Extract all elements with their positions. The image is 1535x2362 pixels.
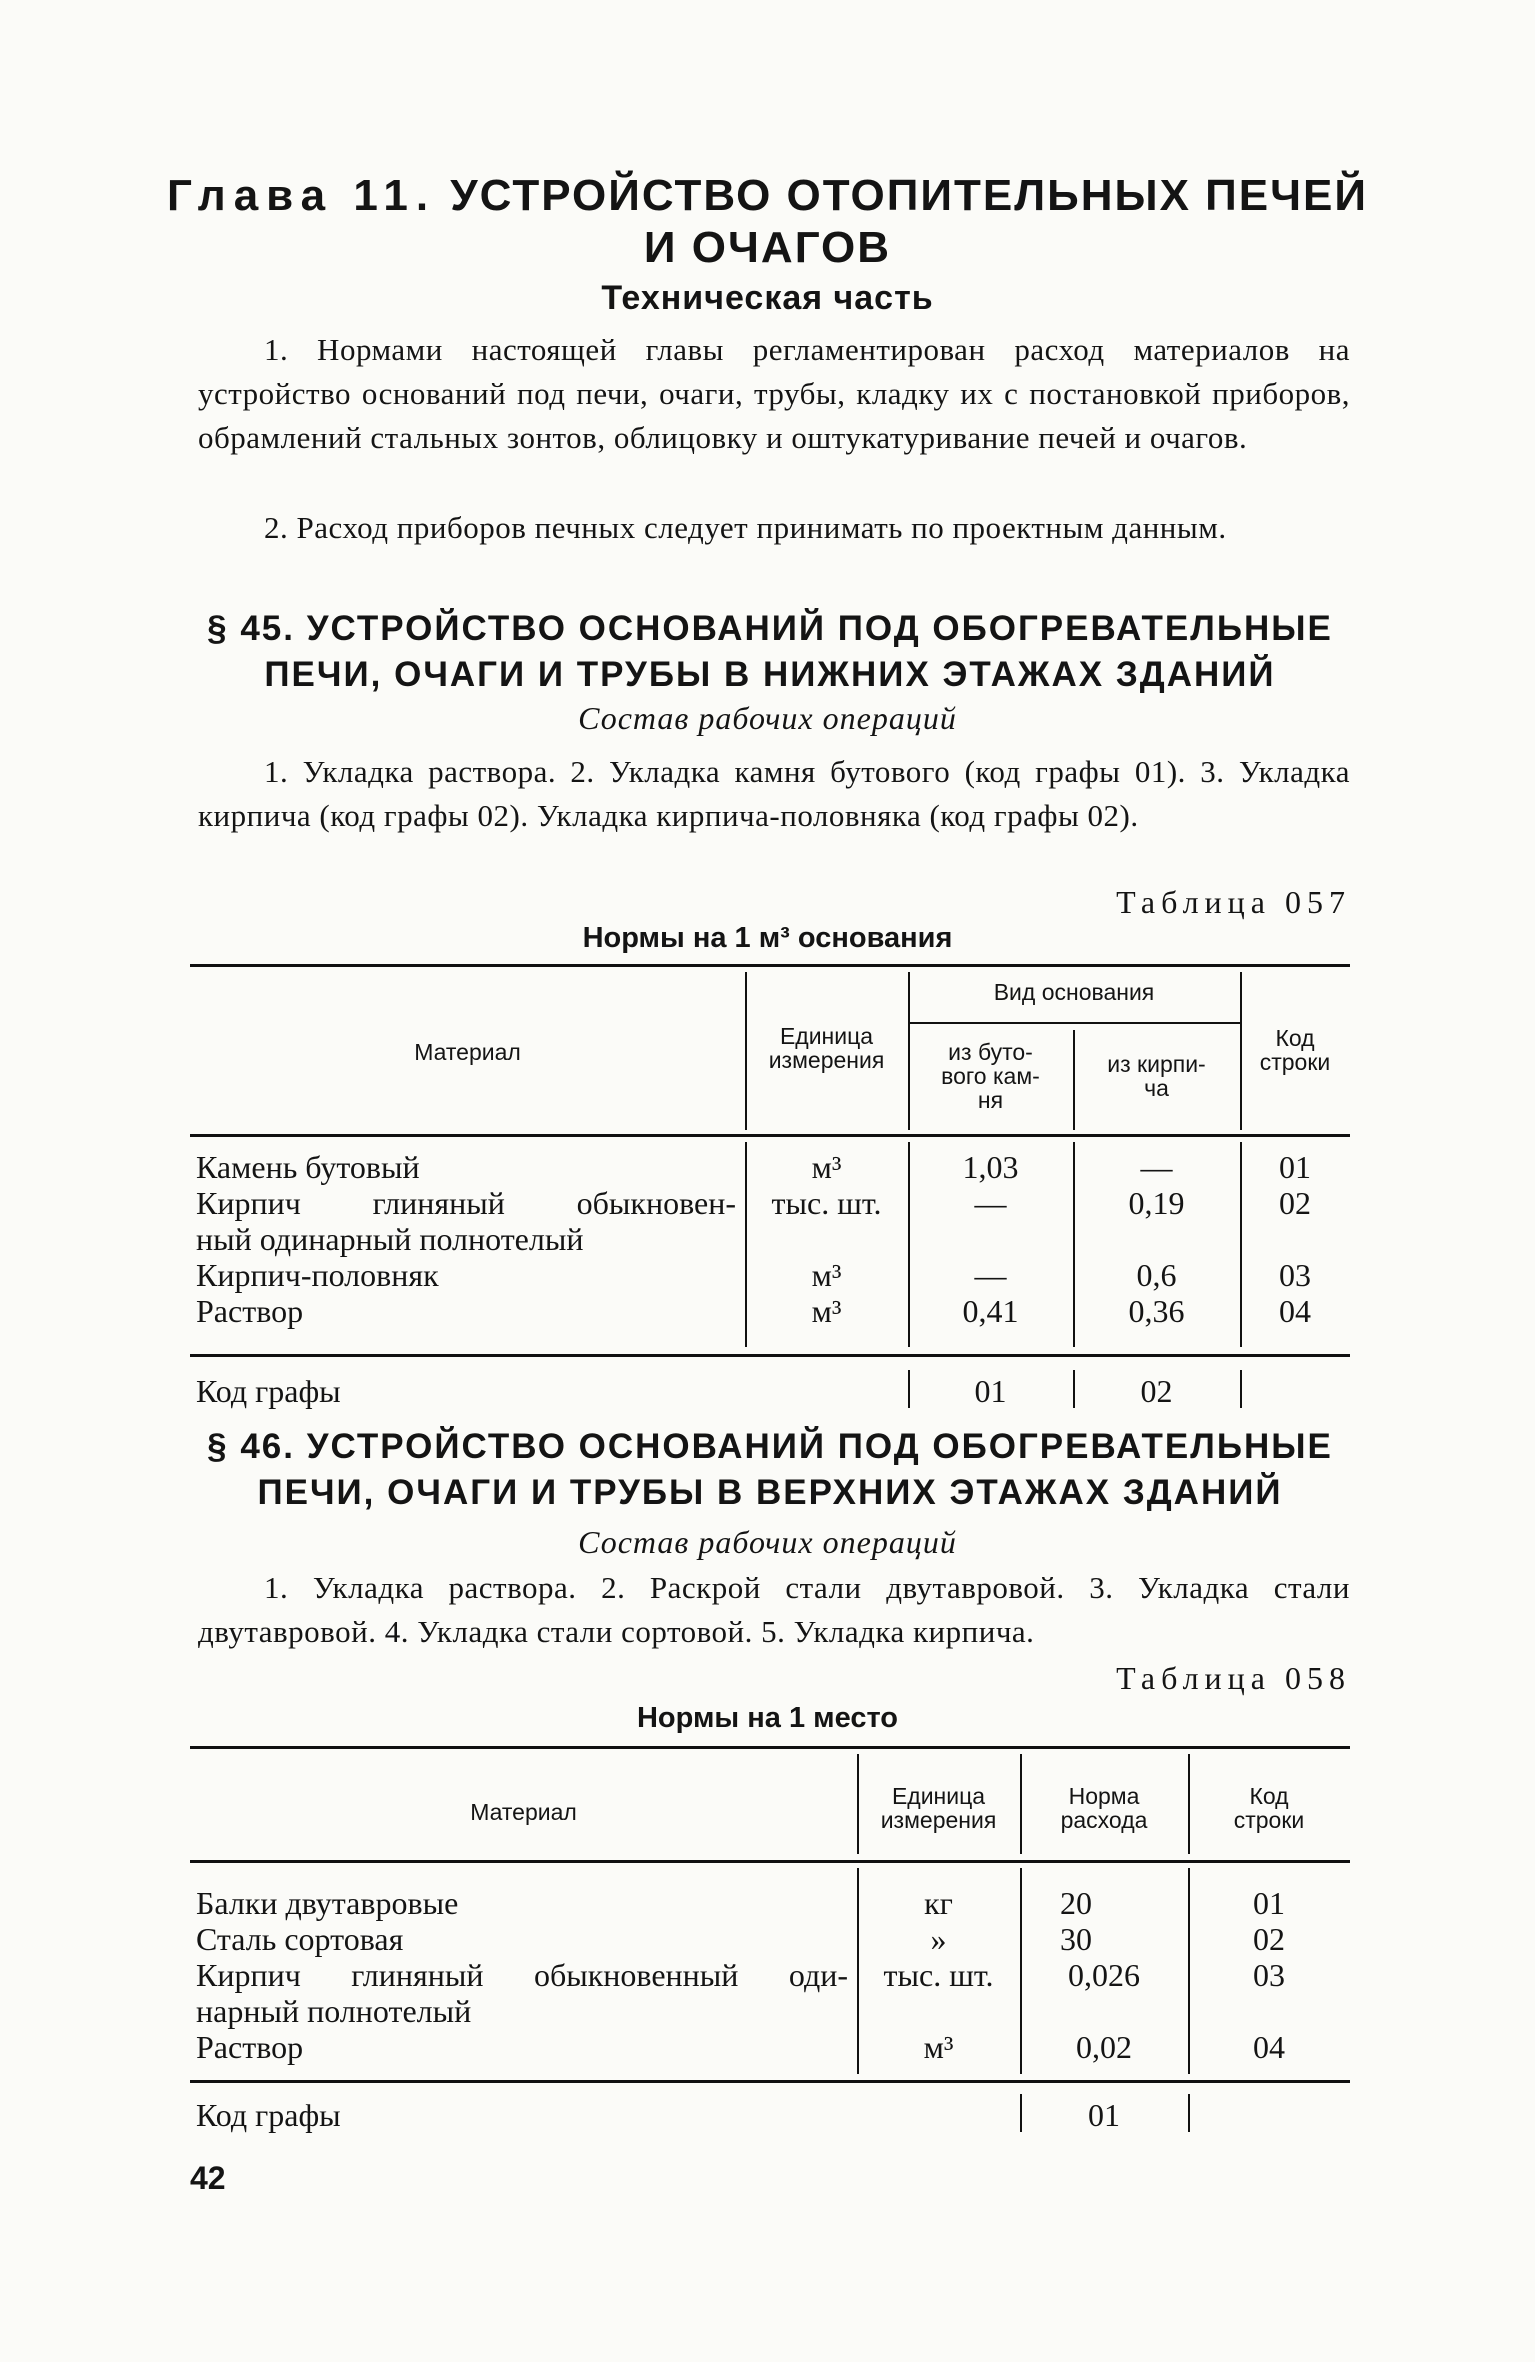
row-rubble: — bbox=[974, 1257, 1007, 1293]
section45-ops-text: 1. Укладка раствора. 2. Укладка камня бутового (код графы 01). 3. Укладка кирпича (код графы 02). Укладка кирпича-половняка (код графы 02). bbox=[198, 754, 1350, 833]
chapter-prefix: Глава 11. bbox=[166, 171, 437, 220]
row-code: 01 bbox=[1253, 1885, 1285, 1921]
row-rubble: 0,41 bbox=[962, 1293, 1019, 1329]
row-material: Раствор bbox=[196, 2029, 304, 2065]
header-rubble-line: ня bbox=[977, 1087, 1004, 1113]
footer-label: Код графы bbox=[196, 2097, 341, 2133]
header-norm-line: Норма bbox=[1068, 1783, 1140, 1809]
header-code-line: строки bbox=[1233, 1807, 1305, 1833]
header-brick-line: ча bbox=[1144, 1075, 1169, 1101]
header-rubble-line: из буто- bbox=[948, 1039, 1033, 1065]
row-unit: кг bbox=[924, 1885, 953, 1921]
technical-item-2: 2. Расход приборов печных следует принимать по проектным данным. bbox=[264, 510, 1227, 545]
row-norm: 20 bbox=[1060, 1885, 1092, 1921]
footer-col1: 01 bbox=[1088, 2097, 1120, 2133]
row-unit: тыс. шт. bbox=[771, 1185, 882, 1221]
table-058-norms-title: Нормы на 1 место bbox=[636, 1702, 898, 1734]
table-rule bbox=[1240, 1370, 1242, 1408]
table-rule bbox=[190, 1354, 1350, 1357]
row-code: 04 bbox=[1279, 1293, 1311, 1329]
row-material: Кирпич-половняк bbox=[196, 1257, 439, 1293]
header-code bbox=[1188, 1784, 1350, 1832]
header-base-type: Вид основания bbox=[993, 979, 1155, 1005]
section45-title-line2: ПЕЧИ, ОЧАГИ И ТРУБЫ В НИЖНИХ ЭТАЖАХ ЗДАНИЙ bbox=[264, 655, 1276, 694]
row-brick: 0,36 bbox=[1128, 1293, 1185, 1329]
header-norm bbox=[1020, 1784, 1188, 1832]
row-rubble: — bbox=[974, 1185, 1007, 1221]
section45-ops-title: Состав рабочих операций bbox=[578, 700, 957, 736]
section46-title-line2: ПЕЧИ, ОЧАГИ И ТРУБЫ В ВЕРХНИХ ЭТАЖАХ ЗДАНИЙ bbox=[257, 1473, 1283, 1512]
table-rule bbox=[1188, 2094, 1190, 2132]
row-material-cont: ный одинарный полнотелый bbox=[196, 1221, 584, 1257]
row-brick: — bbox=[1140, 1149, 1173, 1185]
row-norm: 30 bbox=[1060, 1921, 1092, 1957]
row-brick: 0,19 bbox=[1128, 1185, 1185, 1221]
header-brick bbox=[1073, 1052, 1240, 1100]
table-rule bbox=[190, 1134, 1350, 1137]
header-brick-line: из кирпи- bbox=[1107, 1051, 1206, 1077]
table-rule bbox=[190, 1746, 1350, 1749]
row-unit: м³ bbox=[811, 1149, 842, 1185]
row-material: Кирпич глиняный обыкновенный оди- bbox=[196, 1957, 848, 1993]
table-rule bbox=[908, 1022, 1240, 1024]
header-unit-line: Единица bbox=[891, 1783, 986, 1809]
row-norm: 0,026 bbox=[1068, 1957, 1140, 1993]
header-code-line: Код bbox=[1249, 1783, 1289, 1809]
footer-col1: 01 bbox=[974, 1373, 1007, 1409]
row-code: 03 bbox=[1279, 1257, 1311, 1293]
row-code: 03 bbox=[1253, 1957, 1285, 1993]
section46-ops-title: Состав рабочих операций bbox=[578, 1524, 957, 1560]
row-code: 01 bbox=[1279, 1149, 1311, 1185]
row-material: Сталь сортовая bbox=[196, 1921, 404, 1957]
row-code: 04 bbox=[1253, 2029, 1285, 2065]
row-unit: м³ bbox=[923, 2029, 954, 2065]
header-unit bbox=[857, 1784, 1020, 1832]
header-unit: Единица измерения bbox=[768, 1023, 885, 1073]
row-unit: м³ bbox=[811, 1293, 842, 1329]
header-code bbox=[1240, 1026, 1350, 1074]
table-rule bbox=[190, 1860, 1350, 1863]
header-code-line: строки bbox=[1259, 1049, 1331, 1075]
footer-col2: 02 bbox=[1140, 1373, 1173, 1409]
header-rubble bbox=[908, 1040, 1073, 1112]
header-rubble-line: вого кам- bbox=[941, 1063, 1040, 1089]
table-057-label: Таблица 057 bbox=[1116, 884, 1351, 920]
table-rule bbox=[190, 964, 1350, 967]
table-rule bbox=[190, 2080, 1350, 2083]
technical-item-1: 1. Нормами настоящей главы регламентирован расход материалов на устройство оснований под печи, очаги, трубы, кладку их с постановкой приборов, обрамлений стальных зонтов, облицовку и оштукатуривание печей и очагов. bbox=[198, 332, 1350, 455]
row-material: Кирпич глиняный обыкновен- bbox=[196, 1185, 736, 1221]
section46-ops-text: 1. Укладка раствора. 2. Раскрой стали двутавровой. 3. Укладка стали двутавровой. 4. Укладка стали сортовой. 5. Укладка кирпича. bbox=[198, 1570, 1350, 1649]
header-code-line: Код bbox=[1275, 1025, 1315, 1051]
row-material: Камень бутовый bbox=[196, 1149, 420, 1185]
row-unit: м³ bbox=[811, 1257, 842, 1293]
header-norm-line: расхода bbox=[1060, 1807, 1148, 1833]
row-code: 02 bbox=[1279, 1185, 1311, 1221]
header-material: Материал bbox=[414, 1039, 521, 1065]
technical-part-heading: Техническая часть bbox=[601, 279, 934, 317]
chapter-title bbox=[0, 170, 1535, 274]
row-material: Раствор bbox=[196, 1293, 304, 1329]
section46-title-line1: § 46. УСТРОЙСТВО ОСНОВАНИЙ ПОД ОБОГРЕВАТЕЛЬНЫЕ bbox=[207, 1427, 1333, 1466]
section46-title bbox=[190, 1424, 1350, 1516]
row-unit: » bbox=[930, 1921, 947, 1957]
row-brick: 0,6 bbox=[1136, 1257, 1177, 1293]
row-rubble: 1,03 bbox=[962, 1149, 1019, 1185]
chapter-title-line2: И ОЧАГОВ bbox=[643, 223, 892, 272]
row-material-cont: нарный полнотелый bbox=[196, 1993, 472, 2029]
section45-title bbox=[190, 606, 1350, 698]
section45-title-line1: § 45. УСТРОЙСТВО ОСНОВАНИЙ ПОД ОБОГРЕВАТЕЛЬНЫЕ bbox=[207, 609, 1333, 648]
chapter-title-line1: УСТРОЙСТВО ОТОПИТЕЛЬНЫХ ПЕЧЕЙ bbox=[450, 171, 1369, 220]
header-material: Материал bbox=[470, 1799, 577, 1825]
row-material: Балки двутавровые bbox=[196, 1885, 459, 1921]
page-number: 42 bbox=[190, 2160, 226, 2196]
header-unit-line: измерения bbox=[880, 1807, 997, 1833]
table-058-label: Таблица 058 bbox=[1116, 1660, 1351, 1696]
row-norm: 0,02 bbox=[1076, 2029, 1132, 2065]
row-unit: тыс. шт. bbox=[883, 1957, 994, 1993]
table-057-norms-title: Нормы на 1 м³ основания bbox=[582, 922, 953, 954]
footer-label: Код графы bbox=[196, 1373, 341, 1409]
row-code: 02 bbox=[1253, 1921, 1285, 1957]
